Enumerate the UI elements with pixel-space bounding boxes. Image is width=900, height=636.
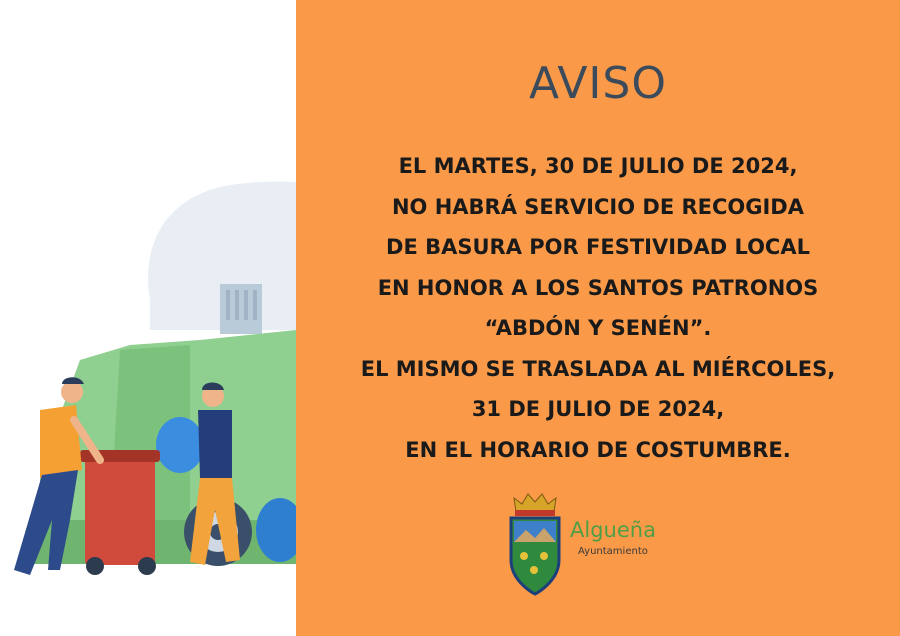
coat-of-arms-icon: [506, 490, 564, 596]
town-logo: [506, 490, 706, 600]
garbage-collection-illustration: [0, 0, 296, 636]
notice-line: EL MARTES, 30 DE JULIO DE 2024,: [398, 154, 798, 178]
notice-line: EN EL HORARIO DE COSTUMBRE.: [405, 437, 791, 462]
notice-line: NO HABRÁ SERVICIO DE RECOGIDA: [391, 194, 804, 219]
logo-subtitle: Ayuntamiento: [578, 546, 648, 557]
notice-panel: [296, 0, 900, 636]
notice-line: DE BASURA POR FESTIVIDAD LOCAL: [386, 235, 810, 259]
notice-title: AVISO: [529, 58, 667, 109]
logo-name: Algueña: [570, 518, 656, 542]
notice-body: [296, 146, 900, 470]
illustration-panel: [0, 0, 296, 636]
notice-line: EN HONOR A LOS SANTOS PATRONOS: [377, 275, 819, 300]
notice-line: EL MISMO SE TRASLADA AL MIÉRCOLES,: [360, 356, 836, 381]
notice-line: “ABDÓN Y SENÉN”.: [484, 316, 712, 340]
notice-line: 31 DE JULIO DE 2024,: [471, 397, 725, 421]
